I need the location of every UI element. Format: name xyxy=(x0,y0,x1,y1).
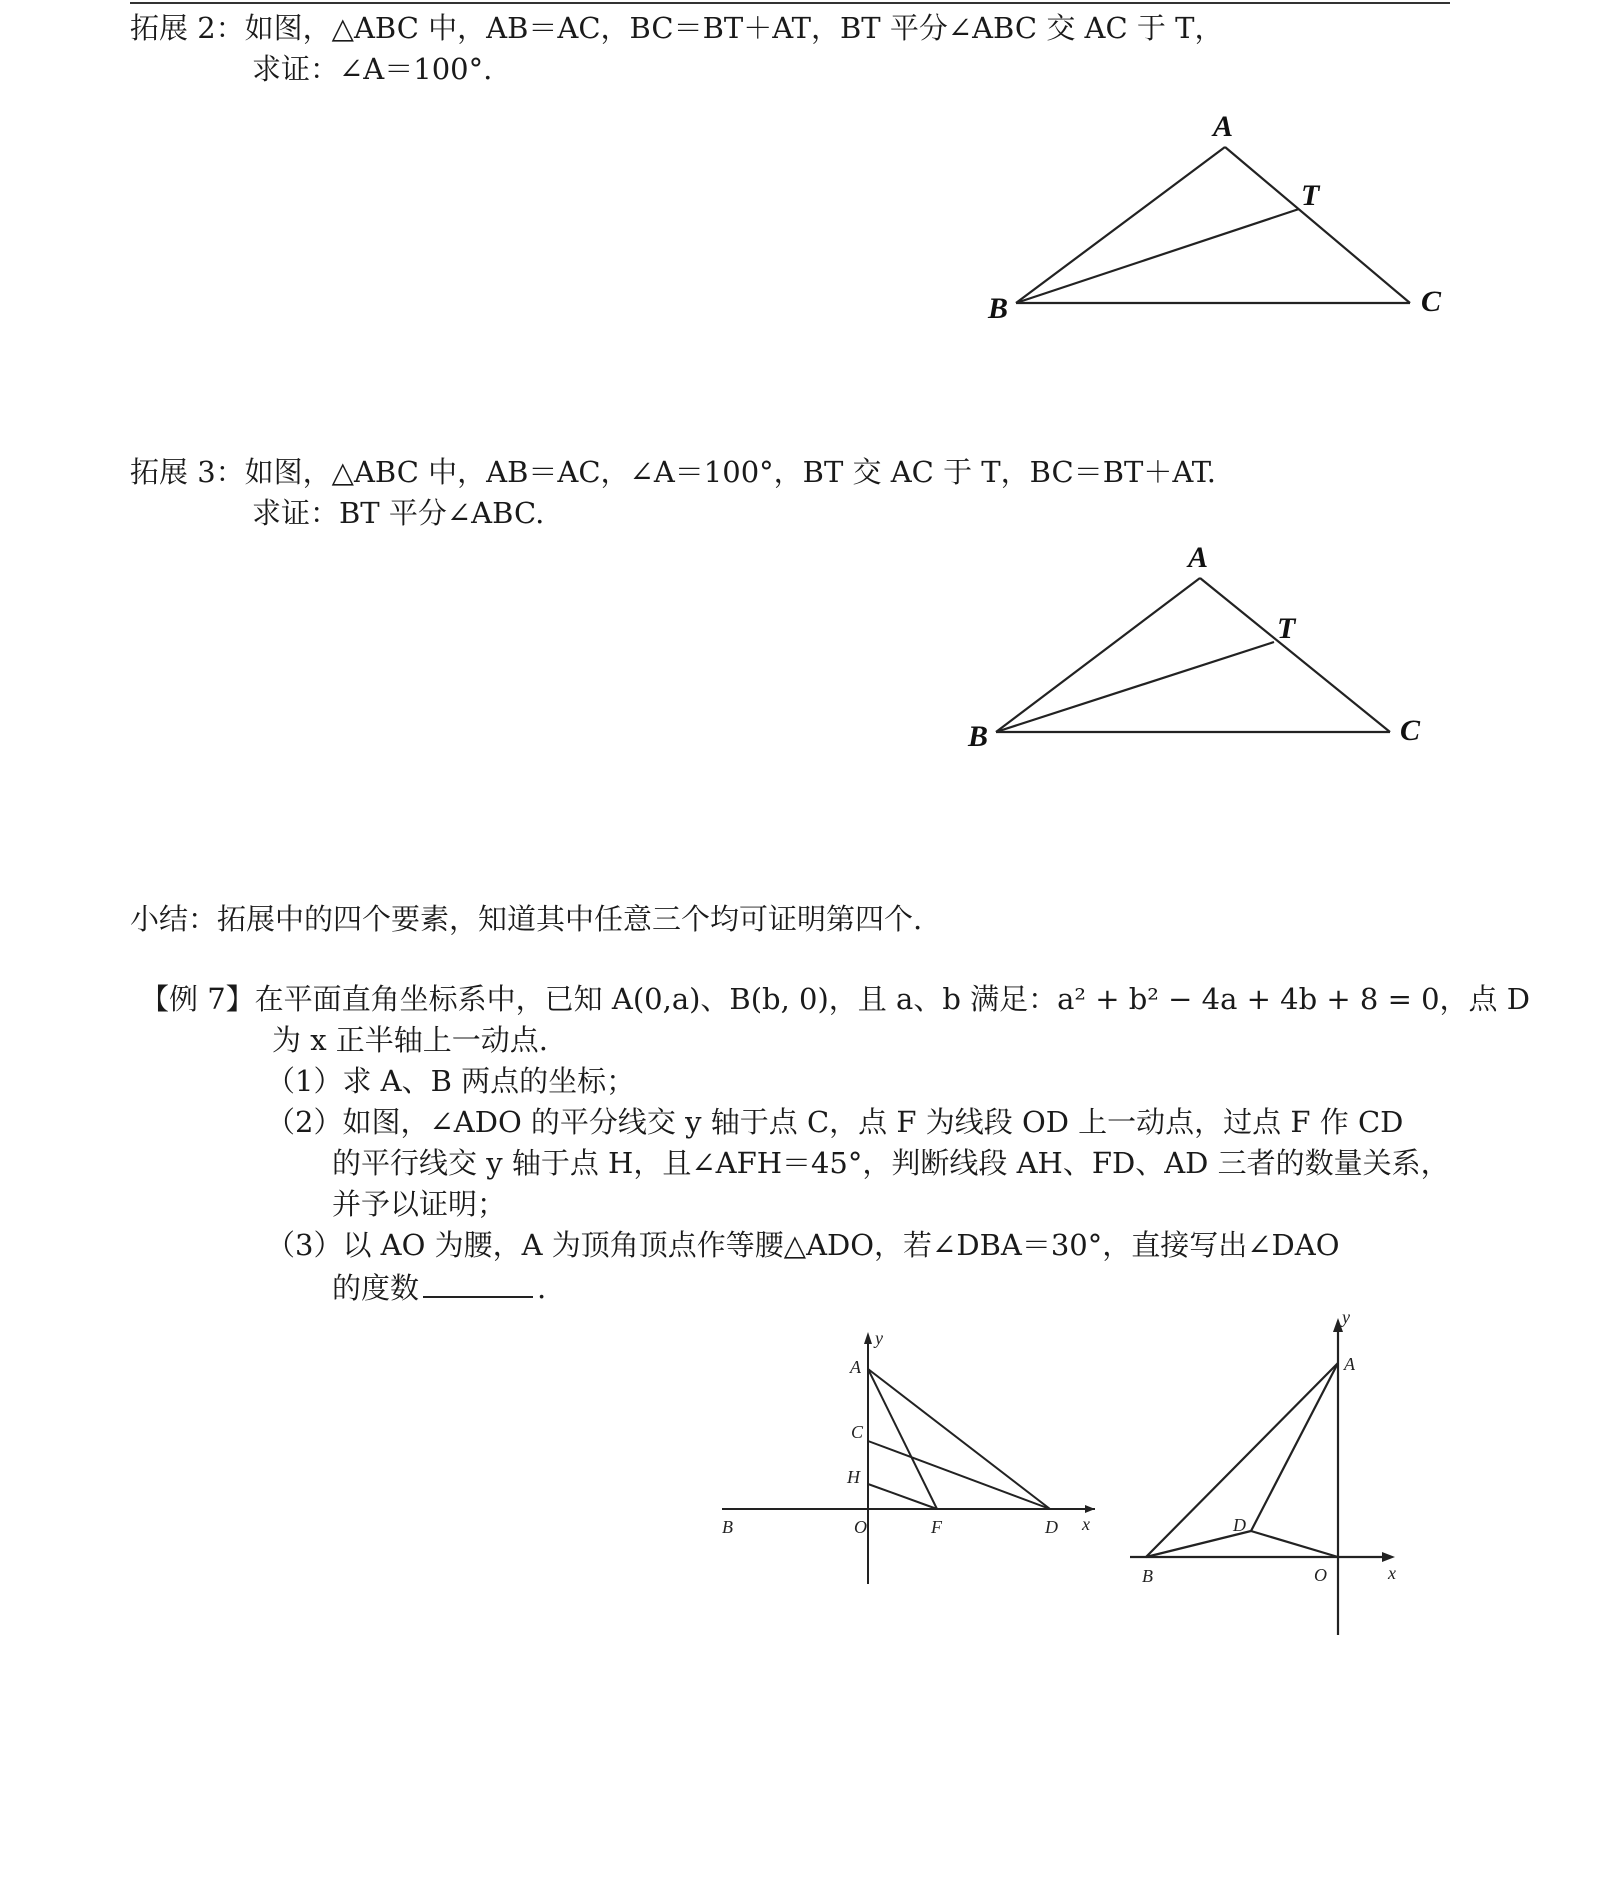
top-rule xyxy=(130,2,1450,4)
fig1-label-x: x xyxy=(1082,1514,1090,1534)
fig1-label-a: A xyxy=(850,1357,861,1377)
ext2-label-c: C xyxy=(1421,285,1442,318)
example7-figure-1 xyxy=(710,1320,1110,1620)
answer-blank xyxy=(423,1272,533,1298)
ext2-label-b: B xyxy=(988,292,1009,325)
ext2-statement: 拓展 2：如图，△ABC 中，AB＝AC，BC＝BT＋AT，BT 平分∠ABC 交 AC 于 T， xyxy=(130,11,1224,45)
ext3-label-b: B xyxy=(968,720,989,753)
example7-question-2: （2）如图，∠ADO 的平分线交 y 轴于点 C，点 F 为线段 OD 上一动点，过点 F 作 CD xyxy=(266,1105,1404,1139)
summary-text: 小结：拓展中的四个要素，知道其中任意三个均可证明第四个. xyxy=(130,902,923,936)
fig2-label-o: O xyxy=(1314,1565,1327,1585)
fig1-label-f: F xyxy=(931,1517,942,1537)
ext3-label-c: C xyxy=(1400,714,1421,747)
example7-question-3-cont xyxy=(332,1272,546,1303)
ext2-label-a: A xyxy=(1213,110,1234,143)
example7-statement-cont: 为 x 正半轴上一动点. xyxy=(272,1023,549,1057)
fig2-label-y: y xyxy=(1342,1307,1350,1327)
example7-question-2-cont1: 的平行线交 y 轴于点 H，且∠AFH＝45°，判断线段 AH、FD、AD 三者的数量关系， xyxy=(332,1146,1450,1180)
ext2-prove: 求证：∠A＝100°. xyxy=(252,52,493,86)
ext2-triangle-figure xyxy=(980,100,1460,330)
fig1-label-c: C xyxy=(851,1422,864,1442)
fig1-label-h: H xyxy=(847,1467,860,1487)
example7-statement: 【例 7】在平面直角坐标系中，已知 A(0,a)、B(b, 0)，且 a、b 满足：a² + b² − 4a + 4b + 8 = 0，点 D xyxy=(140,982,1531,1016)
fig1-label-b: B xyxy=(722,1517,733,1537)
ext2-label-t: T xyxy=(1301,179,1320,212)
ext3-label-t: T xyxy=(1277,612,1296,645)
fig2-label-d: D xyxy=(1233,1515,1246,1535)
fig2-label-b: B xyxy=(1142,1566,1153,1586)
fig2-label-x: x xyxy=(1388,1563,1396,1583)
example7-figure-2 xyxy=(1120,1305,1420,1645)
fig1-label-d: D xyxy=(1045,1517,1058,1537)
ext3-statement: 拓展 3：如图，△ABC 中，AB＝AC，∠A＝100°，BT 交 AC 于 T，BC＝BT＋AT. xyxy=(130,455,1216,489)
ext3-triangle-figure xyxy=(960,535,1440,765)
example7-question-3: （3）以 AO 为腰，A 为顶角顶点作等腰△ADO，若∠DBA＝30°，直接写出∠DAO xyxy=(266,1228,1340,1262)
q3-prefix: 的度数 xyxy=(332,1271,420,1305)
ext3-prove: 求证：BT 平分∠ABC. xyxy=(252,496,545,530)
ext3-label-a: A xyxy=(1188,541,1209,574)
example7-question-2-cont2: 并予以证明； xyxy=(332,1187,507,1221)
fig1-label-o: O xyxy=(854,1517,867,1537)
q3-suffix: . xyxy=(537,1271,547,1305)
fig2-label-a: A xyxy=(1344,1354,1355,1374)
example7-question-1: （1）求 A、B 两点的坐标； xyxy=(266,1064,636,1098)
fig1-label-y: y xyxy=(875,1328,883,1348)
